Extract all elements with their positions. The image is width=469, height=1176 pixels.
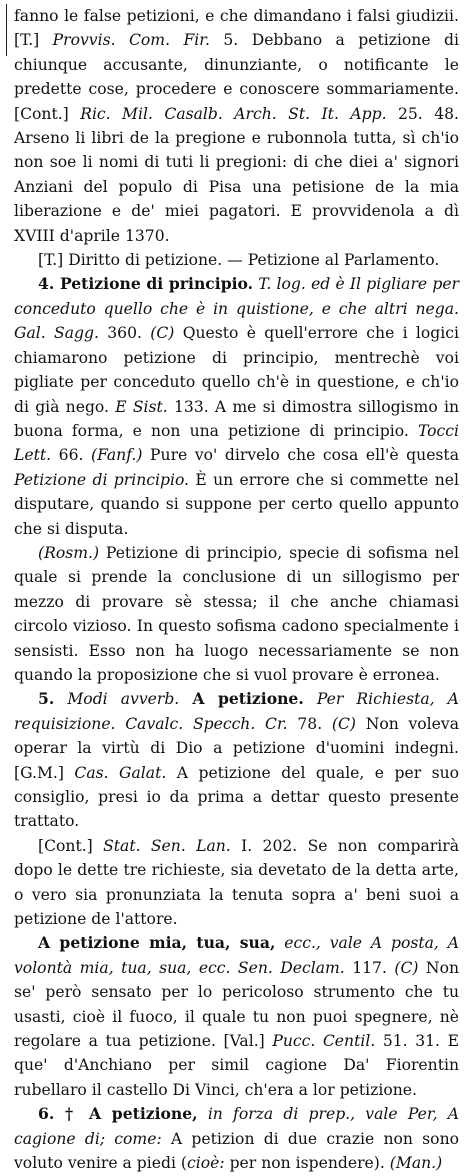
headword: 6. † A petizione,	[38, 1104, 198, 1124]
body-text: [T.]	[14, 31, 53, 50]
citation-text: (Rosm.)	[38, 543, 100, 562]
headword: A petizione.	[192, 689, 304, 709]
body-text: I. 202. Se non comparirà dopo le dette tre richieste, sia devetato de la detta arte, o vero sia pronunziata la tenuta sopra a' beni suoi a petizione de l'attore.	[14, 836, 459, 929]
body-text: 78.	[287, 714, 332, 733]
entry-paragraph	[14, 1102, 459, 1175]
body-text: 51. 31. E que' d'Anchiano per simil cagione Da' Fiorentin rubellaro il castello Di Vinci, ch'era a lor petizione.	[14, 1032, 459, 1099]
entry-paragraph	[14, 248, 459, 272]
citation-text: (Man.)	[389, 1154, 443, 1173]
body-text: 25. 48. Arseno li libri de la pregione e rubonnola tutta, sì ch'io non soe li nomi di tuti li pregioni: di che diei a' signori Anziani del populo di Pisa una petisione de la mia liberazione e de' miei pagatori. E provvidenola a dì XVIII d'aprile 1370.	[14, 104, 460, 245]
body-text: 5. Debbano a petizione di chiunque accusante, dinunziante, o notificante le predette cose, procedere e conoscere sommariamente. [Cont.]	[14, 31, 459, 123]
body-text: Pure vo' dirvelo che cosa ell'è questa	[142, 446, 459, 465]
entry-text	[14, 4, 459, 1176]
citation-text: Provvis. Com. Fir.	[52, 31, 210, 50]
headword: 5.	[38, 689, 55, 709]
body-text: fanno le false petizioni, e che dimandano i falsi giudizii.	[14, 7, 459, 25]
headword: A petizione mia, tua, sua,	[38, 933, 276, 953]
body-text: 117.	[344, 958, 395, 977]
citation-text: ecc., vale A posta, A volontà mia, tua, sua, ecc. Sen. Declam.	[14, 934, 459, 977]
body-text	[275, 934, 284, 952]
body-text: per non ispendere).	[224, 1154, 390, 1173]
margin-rule	[6, 4, 7, 56]
citation-text: in forza di prep., vale Per, A cagione di; come:	[14, 1105, 459, 1148]
body-text: 133. A me si dimostra sillogismo in buona forma, e non una petizione di principio.	[14, 397, 459, 440]
headword: 4. Petizione di principio.	[38, 274, 254, 294]
body-text: [T.] Diritto di petizione. — Petizione al Parlamento.	[38, 251, 440, 270]
body-text: Non voleva operar la virtù di Dio a petizione d'uomini indegni. [G.M.]	[14, 714, 460, 782]
body-text: Questo è quell'errore che i logici chiamarono petizione di principio, mentrechè voi pigliate per conceduto quello ch'è in questione, e ch'io di già nego.	[14, 324, 459, 416]
body-text: [Cont.]	[38, 836, 104, 855]
citation-text: Modi avverb.	[67, 690, 180, 709]
body-text: 66.	[51, 446, 92, 465]
body-text: Non se' però sensato per lo pericoloso strumento che tu usasti, cioè il fuoco, il quale tu non puoi spegnere, nè regolare a tua petizione. [Val.]	[14, 958, 459, 1051]
citation-text: (C)	[150, 324, 175, 343]
citation-text: Cas. Galat.	[74, 763, 167, 782]
body-text	[304, 690, 317, 708]
body-text	[54, 690, 67, 708]
citation-text: Stat. Sen. Lan.	[103, 836, 231, 855]
citation-text: Petizione di principio.	[14, 470, 190, 489]
body-text	[198, 1105, 208, 1123]
body-text: 360.	[98, 324, 151, 343]
citation-text: T. log. ed è Il pigliare per conceduto quello che è in quistione, e che altri nega. Gal. Sagg.	[14, 275, 459, 343]
citation-text: Ric. Mil. Casalb. Arch. St. It. App.	[80, 104, 387, 123]
entry-paragraph	[14, 272, 459, 540]
citation-text: cioè:	[187, 1154, 225, 1173]
entry-paragraph	[14, 4, 459, 248]
entry-paragraph	[14, 541, 459, 687]
entry-paragraph	[14, 931, 459, 1102]
citation-text: Per Richiesta, A requisizione. Cavalc. Specch. Cr.	[14, 690, 459, 733]
citation-text: Tocci Lett.	[14, 421, 459, 465]
body-text: È un errore che si commette nel disputare, quando si suppone per certo quello appunto che si disputa.	[14, 470, 460, 538]
citation-text: E Sist.	[115, 397, 168, 416]
entry-paragraph	[14, 834, 459, 932]
body-text: A petizion di due crazie non sono voluto venire a piedi (	[14, 1129, 459, 1173]
citation-text: (C)	[331, 714, 356, 733]
entry-paragraph	[14, 687, 459, 833]
body-text: Petizione di principio, specie di sofisma nel quale si prende la conclusione di un sillogismo per mezzo di provare sè stessa; il che anche chiamasi circolo vizioso. In questo sofisma cadono specialmente i sensisti. Esso non ha luogo necessariamente se non quando la proposizione che si vuol provare è erronea.	[14, 543, 459, 684]
citation-text: Pucc. Centil.	[272, 1032, 376, 1051]
citation-text: (C)	[394, 958, 419, 977]
body-text	[179, 690, 192, 708]
body-text: A petizione del quale, e per suo consiglio, presi io da prima a dettar questo presente trattato.	[14, 763, 460, 831]
citation-text: (Fanf.)	[91, 446, 143, 465]
